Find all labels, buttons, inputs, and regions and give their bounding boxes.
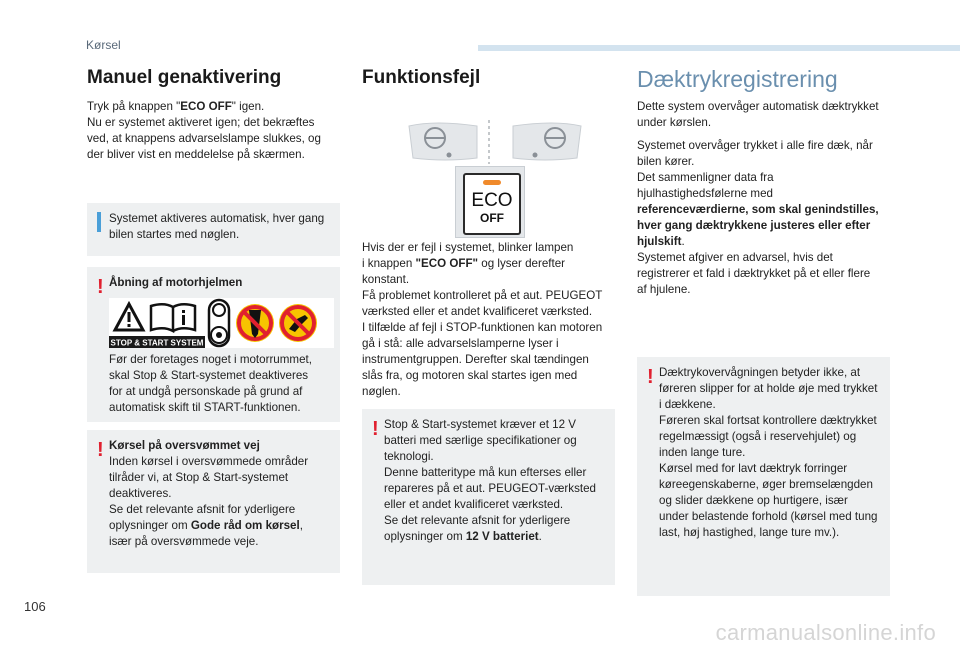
warn2-ref-line <box>109 518 337 534</box>
col3-p1-line-0: Dette system overvåger automatisk dæktrykket <box>637 100 879 113</box>
col3-warn-line-7: køreegenskaberne, øger bremselængden <box>659 478 873 491</box>
col3-warn-line-5: inden lange ture. <box>659 446 746 459</box>
col1-intro <box>87 99 347 163</box>
col3-warn-line-10: last, høj hastighed, lange ture mv.). <box>659 526 840 539</box>
col3-warn-line-3: Føreren skal fortsat kontrollere dæktrykket <box>659 414 877 427</box>
col3-warn-line-1: føreren slipper for at holde øje med trykket <box>659 382 878 395</box>
warning-box-tyre-pressure <box>637 357 890 596</box>
col3-p2-line-3: hjulhastighedsfølerne med <box>637 187 773 200</box>
info-line-1: bilen startes med nøglen. <box>109 228 240 241</box>
off-label: OFF <box>480 211 504 225</box>
col3-p2-bold-0 <box>637 202 902 218</box>
col1-intro-line-2: ved, at knappens advarselslampe slukkes, og <box>87 132 321 145</box>
col3-title: Dæktrykregistrering <box>637 66 838 92</box>
watermark: carmanualsonline.info <box>715 620 936 645</box>
col2-body-line-2: konstant. <box>362 273 410 286</box>
col2-body-line-6: gå i stå: alle advarselslamperne lyser i <box>362 337 559 350</box>
section-label: Kørsel <box>86 38 121 52</box>
info-icon <box>97 212 101 232</box>
col2-body-line-1-a: i knappen <box>362 257 416 270</box>
warn2-line-3: Se det relevante afsnit for yderligere <box>109 503 296 516</box>
col2-body <box>362 240 622 400</box>
warning-box-battery <box>362 409 615 585</box>
warn2-line-2: deaktiveres. <box>109 487 172 500</box>
warn1-line-0: Før der foretages noget i motorrummet, <box>109 353 312 366</box>
col2-warn-ref-line <box>384 529 612 545</box>
col2-body-line-4: værksted eller et andet kvalificeret værksted. <box>362 305 593 318</box>
col3-p2-bold-2-text: hjulskift <box>637 235 682 248</box>
col3-p3-line-0: Systemet afgiver en advarsel, hvis det <box>637 251 833 264</box>
col2-warn-ref-pre: oplysninger om <box>384 530 466 543</box>
warn1-line-3: automatisk skift til START-funktionen. <box>109 401 301 414</box>
col2-body-line-5: I tilfælde af fejl i STOP-funktionen kan motoren <box>362 321 603 334</box>
col2-warn-ref-post: . <box>538 530 542 543</box>
col2-warn-line-0: Stop & Start-systemet kræver et 12 V <box>384 418 577 431</box>
col3-warn-line-9: under belastende forhold (kørsel med tung <box>659 510 878 523</box>
col3-p3-line-1: registrerer et fald i dæktrykket på et eller flere <box>637 267 871 280</box>
info-line-0: Systemet aktiveres automatisk, hver gang <box>109 212 325 225</box>
warning-box-hood <box>87 267 340 422</box>
col2-warn-line-1: batteri med særlige specifikationer og <box>384 434 577 447</box>
eco-off-button <box>463 173 521 235</box>
col2-body-line-1-c: og lyser derefter <box>478 257 566 270</box>
col1-intro-line-0 <box>87 99 347 115</box>
stop-start-label: STOP & START SYSTEM <box>110 338 204 348</box>
warn2-ref-bold: Gode råd om kørsel <box>190 519 300 532</box>
steering-wheels-image <box>405 118 585 166</box>
col1-intro-line-3: der bliver vist en meddelelse på skærmen. <box>87 148 305 161</box>
col1-intro-line-1: Nu er systemet aktiveret igen; det bekræftes <box>87 116 315 129</box>
safety-icon-strip <box>109 298 334 348</box>
warn2-heading: Kørsel på oversvømmet vej <box>109 439 260 452</box>
col3-p2-bold-1-text: hver gang dæktrykkene justeres eller efter <box>637 219 871 232</box>
warn2-ref-post: , <box>299 519 303 532</box>
info-box <box>87 203 340 256</box>
prohibited-hand-icon <box>279 304 317 342</box>
warn2-last-line: især på oversvømmede veje. <box>109 535 259 548</box>
col2-warn-line-4: repareres på et aut. PEUGEOT-værksted <box>384 482 596 495</box>
col3-p2-bold-end: . <box>681 235 685 248</box>
col3-p2 <box>637 138 902 298</box>
col3-warn-line-4: regelmæssigt (også i reservehjulet) og <box>659 430 857 443</box>
col2-body-line-9: nøglen. <box>362 385 401 398</box>
col2-warn-line-6: Se det relevante afsnit for yderligere <box>384 514 571 527</box>
col1-intro-line-0-a: Tryk på knappen " <box>87 100 181 113</box>
col2-body-line-7: instrumentgruppen. Derefter skal tændingen <box>362 353 589 366</box>
col2-body-line-0: Hvis der er fejl i systemet, blinker lampen <box>362 241 574 254</box>
col2-body-line-3: Få problemet kontrolleret på et aut. PEUGEOT <box>362 289 603 302</box>
col3-p2-bold-1 <box>637 218 902 234</box>
warn2-ref-pre: oplysninger om <box>109 519 191 532</box>
col3-p3-line-2: af hjulene. <box>637 283 691 296</box>
col1-intro-line-0-bold: ECO OFF <box>180 100 232 113</box>
col3-warn-line-8: og slider dækkene op hurtigere, især <box>659 494 848 507</box>
dashboard-illustration <box>405 118 585 166</box>
col3-p1-line-1: under kørslen. <box>637 116 712 129</box>
col3-p2-line-2: Det sammenligner data fra <box>637 171 774 184</box>
col3-warn-line-0: Dæktrykovervågningen betyder ikke, at <box>659 366 861 379</box>
col2-body-line-8: slås fra, og motoren skal startes igen med <box>362 369 578 382</box>
col3-p2-bold-0-text: referenceværdierne, som skal genindstilles, <box>637 203 879 216</box>
col2-warn-ref-bold: 12 V batteriet <box>465 530 539 543</box>
warning-icon: ! <box>372 418 379 440</box>
col3-warn-line-2: i dækkene. <box>659 398 716 411</box>
warning-lamp-icon <box>483 180 501 185</box>
col2-warn-line-2: teknologi. <box>384 450 434 463</box>
col2-body-line-1 <box>362 256 622 272</box>
warn1-line-2: for at undgå personskade på grund af <box>109 385 303 398</box>
warning-icon: ! <box>97 439 104 461</box>
col2-title: Funktionsfejl <box>362 67 481 88</box>
col2-warn-line-5: eller et andet kvalificeret værksted. <box>384 498 564 511</box>
warn2-line-0: Inden kørsel i oversvømmede områder <box>109 455 309 468</box>
col1-intro-line-0-c: " igen. <box>231 100 265 113</box>
header-bar <box>478 45 960 51</box>
warn1-line-1: skal Stop & Start-systemet deaktiveres <box>109 369 309 382</box>
col3-p2-line-1: bilen kører. <box>637 155 695 168</box>
col2-body-line-1-bold: "ECO OFF" <box>415 257 479 270</box>
eco-label: ECO <box>471 190 513 211</box>
eco-off-button-illustration <box>455 166 525 238</box>
warning-box-flooded-road <box>87 430 340 573</box>
warning-icon: ! <box>97 276 104 298</box>
col3-warn-line-6: Kørsel med for lavt dæktryk forringer <box>659 462 848 475</box>
col2-warn-line-3: Denne batteritype må kun efterses eller <box>384 466 587 479</box>
page-number: 106 <box>24 599 46 614</box>
warn2-line-1: tilråder vi, at Stop & Start-systemet <box>109 471 289 484</box>
col3-p2-line-0: Systemet overvåger trykket i alle fire dæk, når <box>637 139 873 152</box>
col1-title: Manuel genaktivering <box>87 67 282 88</box>
prohibited-tie-icon <box>236 304 274 342</box>
safety-pictograms <box>109 298 334 348</box>
warning-icon: ! <box>647 366 654 388</box>
col3-p2-bold-2 <box>637 234 902 250</box>
col3-p1 <box>637 99 902 131</box>
warn1-heading: Åbning af motorhjelmen <box>109 276 243 289</box>
